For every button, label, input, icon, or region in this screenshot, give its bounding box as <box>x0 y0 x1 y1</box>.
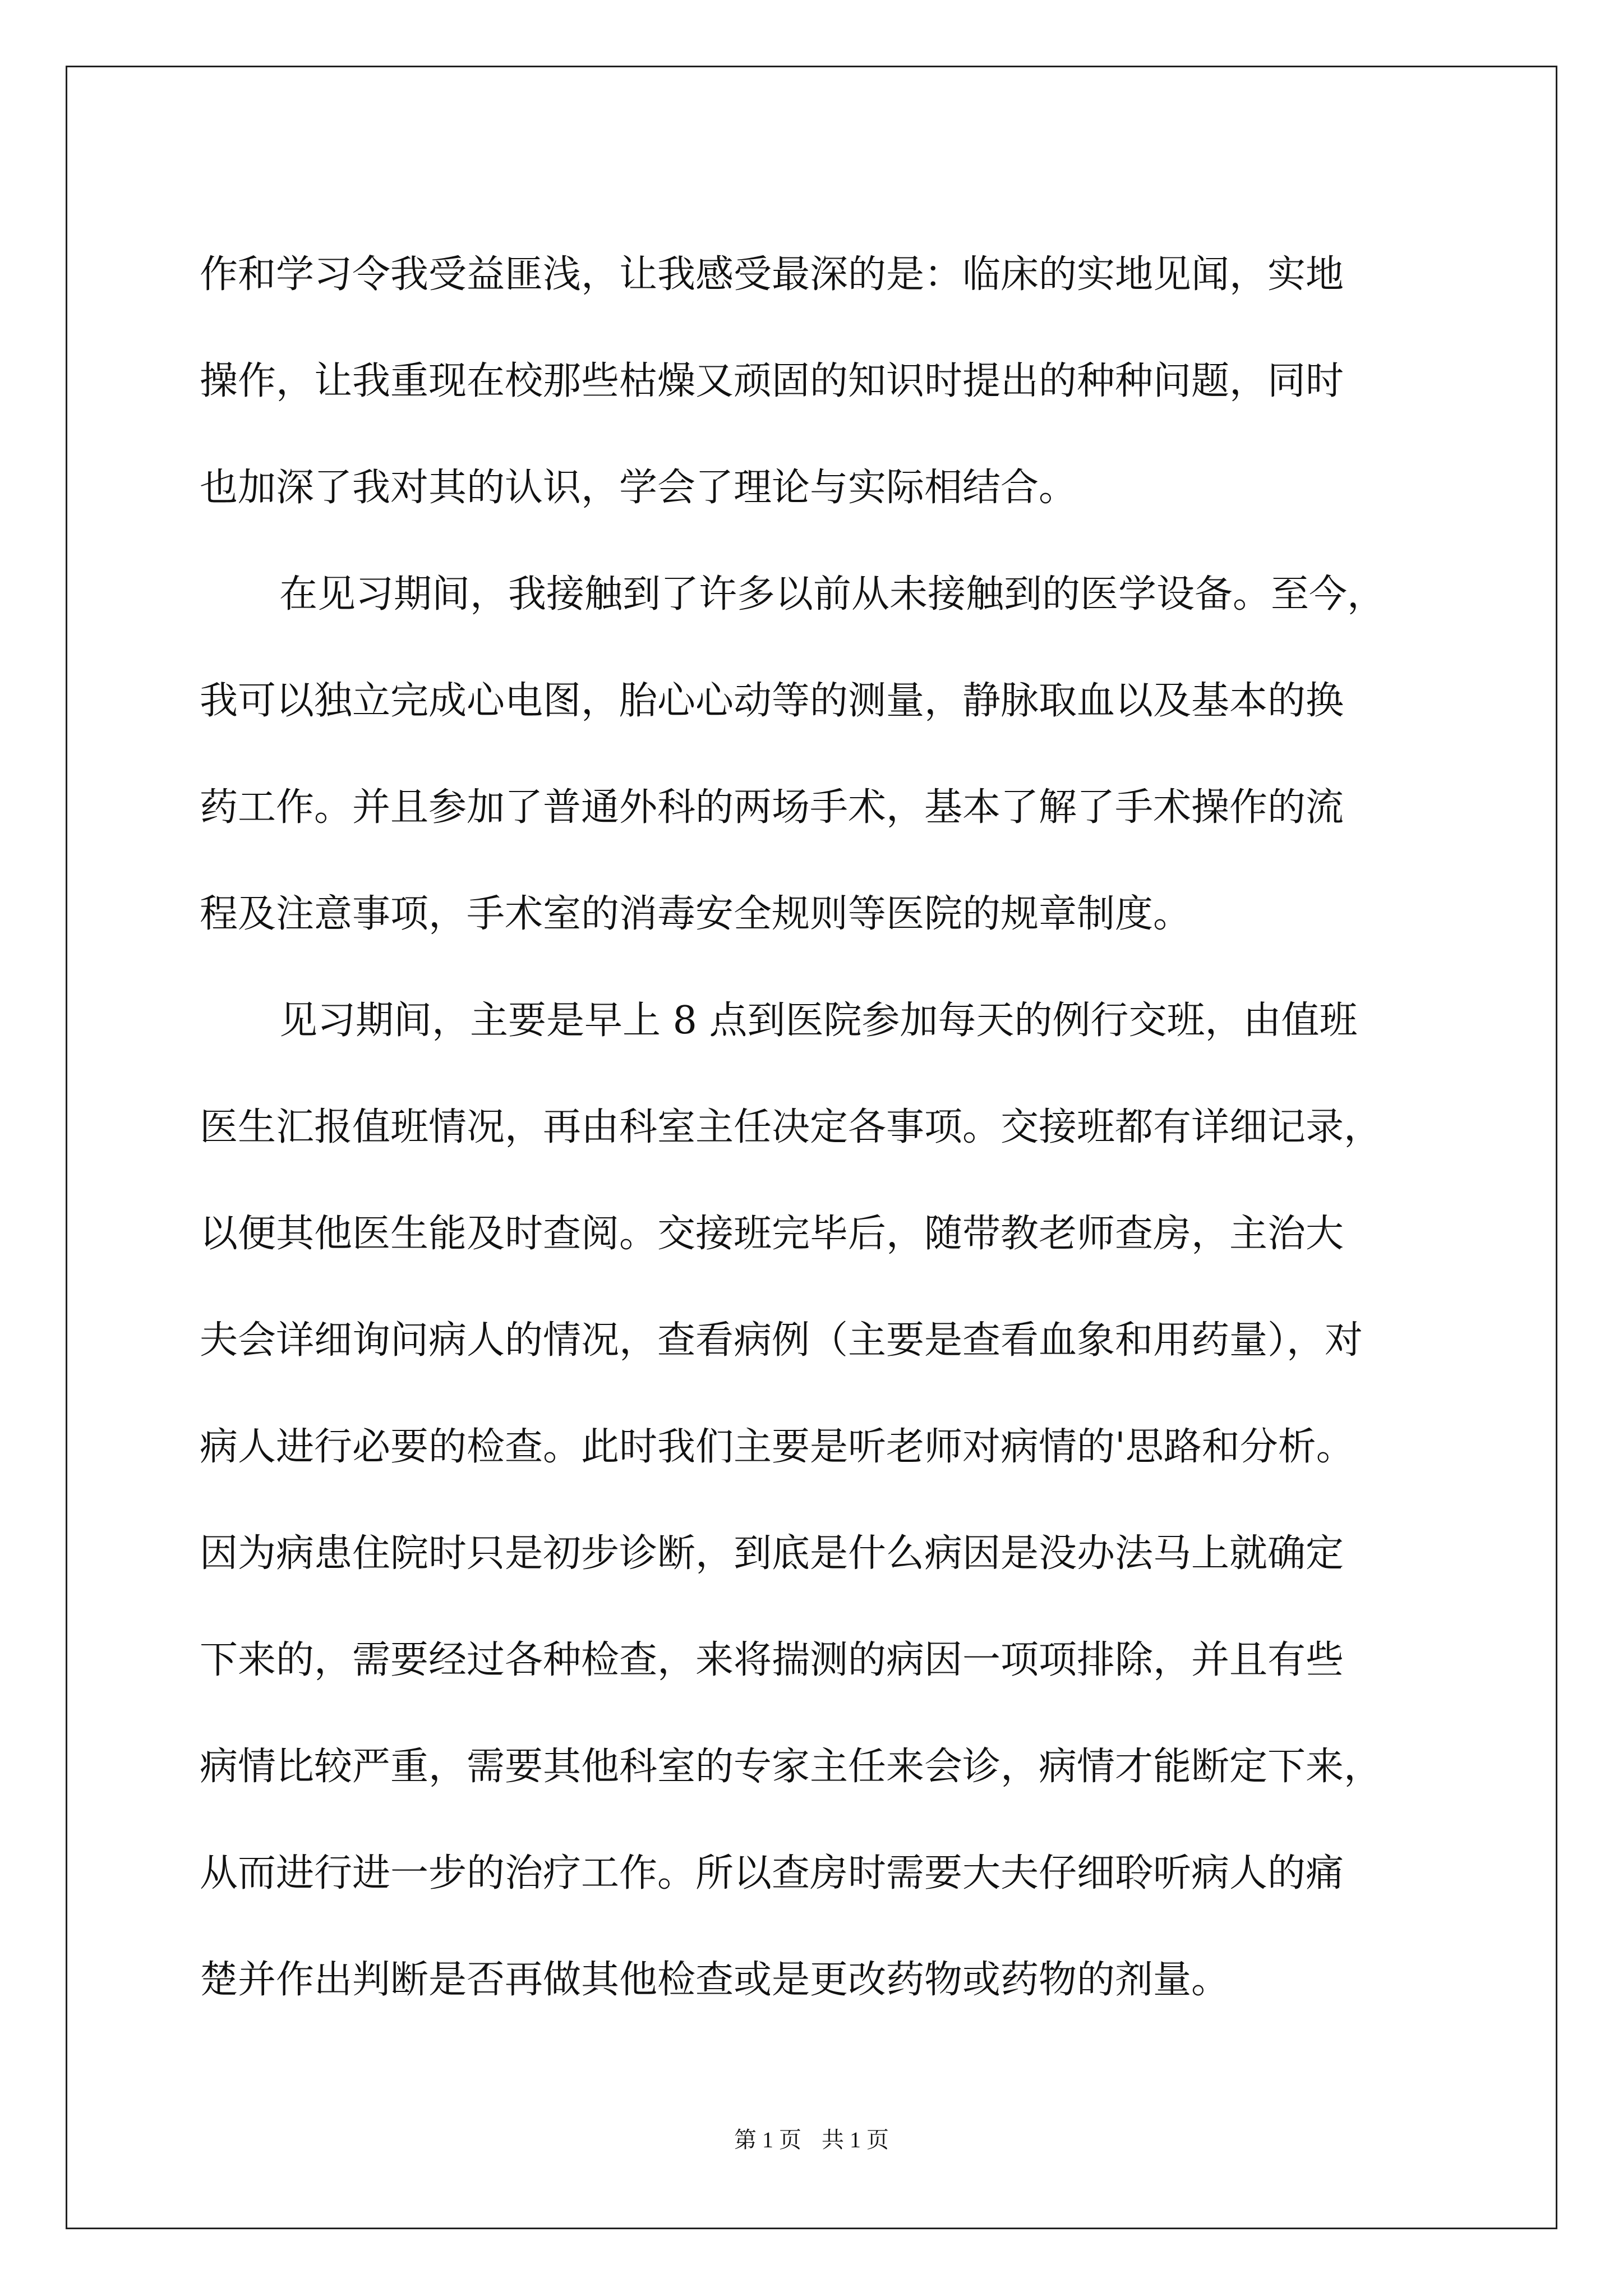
page-footer <box>0 2126 1623 2154</box>
text-line: 病人进行必要的检查。此时我们主要是听老师对病情的'思路和分析。 <box>200 1425 1354 1469</box>
text-line: 病情比较严重，需要其他科室的专家主任来会诊，病情才能断定下来， <box>200 1745 1382 1789</box>
page-number: 第 1 页 <box>734 2127 801 2152</box>
text-line: 下来的，需要经过各种检查，来将揣测的病因一项项排除，并且有些 <box>200 1638 1344 1682</box>
text-line: 楚并作出判断是否再做其他检查或是更改药物或药物的剂量。 <box>200 1958 1230 2002</box>
text-line: 医生汇报值班情况，再由科室主任决定各事项。交接班都有详细记录， <box>200 1105 1382 1149</box>
paragraph-first-line: 见习期间，主要是早上 8 点到医院参加每天的例行交班，由值班 <box>279 999 1358 1043</box>
text-line: 也加深了我对其的认识，学会了理论与实际相结合。 <box>200 466 1077 510</box>
text-line: 夫会详细询问病人的情况，查看病例（主要是查看血象和用药量），对 <box>200 1318 1363 1363</box>
text-line: 因为病患住院时只是初步诊断，到底是什么病因是没办法马上就确定 <box>200 1531 1344 1576</box>
text-line: 操作，让我重现在校那些枯燥又顽固的知识时提出的种种问题，同时 <box>200 359 1344 403</box>
text-line: 我可以独立完成心电图，胎心心动等的测量，静脉取血以及基本的换 <box>200 679 1344 723</box>
page-count: 共 1 页 <box>822 2127 889 2152</box>
text-line: 以便其他医生能及时查阅。交接班完毕后，随带教老师查房，主治大 <box>200 1212 1344 1256</box>
paragraph-first-line: 在见习期间，我接触到了许多以前从未接触到的医学设备。至今， <box>279 572 1386 616</box>
text-line: 作和学习令我受益匪浅，让我感受最深的是：临床的实地见闻，实地 <box>200 252 1344 297</box>
document-body <box>200 222 1422 2033</box>
text-line: 药工作。并且参加了普通外科的两场手术，基本了解了手术操作的流 <box>200 785 1344 830</box>
text-line: 程及注意事项，手术室的消毒安全规则等医院的规章制度。 <box>200 892 1192 936</box>
text-line: 从而进行进一步的治疗工作。所以查房时需要大夫仔细聆听病人的痛 <box>200 1851 1344 1895</box>
